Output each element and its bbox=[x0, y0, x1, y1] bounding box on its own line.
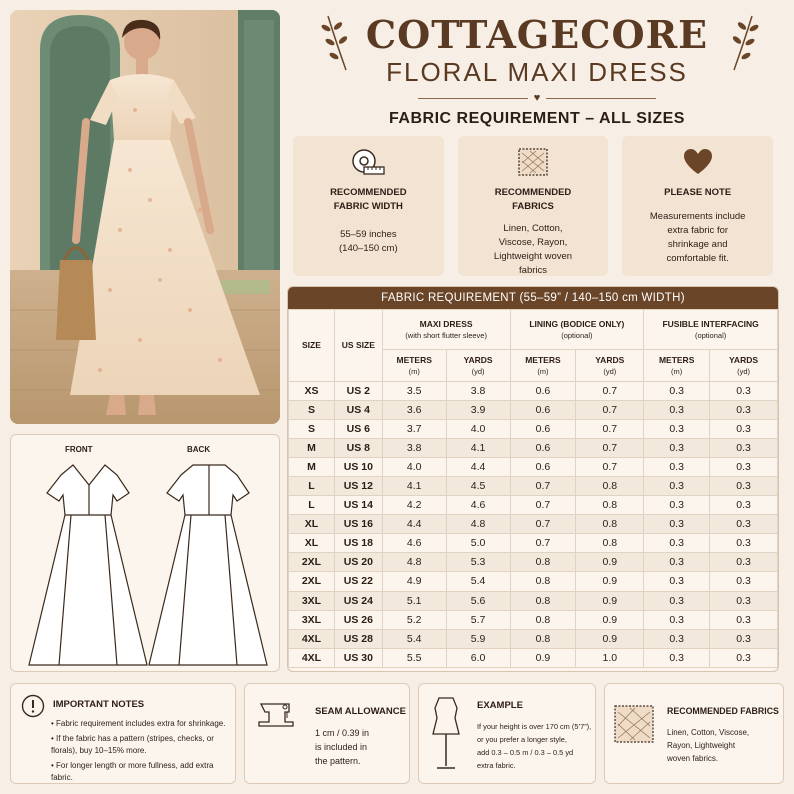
table-row bbox=[289, 534, 778, 553]
table-row bbox=[289, 458, 778, 477]
info-cards bbox=[293, 136, 773, 276]
value-cell: 0.8 bbox=[510, 591, 576, 610]
size-cell: S bbox=[289, 420, 335, 439]
fabrics-title: RECOMMENDED FABRICS bbox=[667, 706, 779, 716]
us-size-cell: US 10 bbox=[334, 458, 382, 477]
value-cell: 0.3 bbox=[710, 515, 778, 534]
value-cell: 0.3 bbox=[710, 439, 778, 458]
us-size-cell: US 22 bbox=[334, 572, 382, 591]
value-cell: 0.3 bbox=[644, 420, 710, 439]
value-cell: 0.8 bbox=[510, 629, 576, 648]
seam-title: SEAM ALLOWANCE bbox=[315, 706, 406, 717]
value-cell: 5.3 bbox=[446, 553, 510, 572]
size-cell: 2XL bbox=[289, 553, 335, 572]
value-cell: 0.3 bbox=[644, 496, 710, 515]
value-cell: 0.9 bbox=[576, 591, 644, 610]
value-cell: 0.3 bbox=[644, 553, 710, 572]
tape-measure-icon bbox=[301, 146, 436, 178]
seam-allowance-box: SEAM ALLOWANCE 1 cm / 0.39 in is included in the pattern. bbox=[244, 683, 410, 784]
size-cell: 3XL bbox=[289, 591, 335, 610]
value-cell: 4.0 bbox=[382, 458, 446, 477]
col-yards-header: YARDS (yd) bbox=[710, 350, 778, 382]
exclamation-icon bbox=[21, 694, 45, 718]
value-cell: 5.5 bbox=[382, 648, 446, 667]
dress-form-icon bbox=[429, 694, 463, 774]
value-cell: 0.8 bbox=[510, 572, 576, 591]
value-cell: 0.7 bbox=[576, 439, 644, 458]
note-item: • For longer length or more fullness, add extra fabric. bbox=[51, 761, 214, 782]
value-cell: 0.9 bbox=[576, 572, 644, 591]
page-title: COTTAGECORE bbox=[365, 12, 709, 57]
table-row bbox=[289, 648, 778, 667]
us-size-cell: US 2 bbox=[334, 382, 382, 401]
sewing-machine-icon bbox=[257, 696, 299, 730]
value-cell: 3.7 bbox=[382, 420, 446, 439]
model-photo bbox=[10, 10, 280, 424]
value-cell: 4.6 bbox=[446, 496, 510, 515]
value-cell: 5.4 bbox=[446, 572, 510, 591]
value-cell: 0.6 bbox=[510, 439, 576, 458]
us-size-cell: US 24 bbox=[334, 591, 382, 610]
value-cell: 0.3 bbox=[644, 477, 710, 496]
table-row bbox=[289, 572, 778, 591]
technical-sketch bbox=[10, 434, 280, 672]
value-cell: 0.8 bbox=[510, 553, 576, 572]
value-cell: 5.7 bbox=[446, 610, 510, 629]
col-meters-header: METERS (m) bbox=[510, 350, 576, 382]
table-row bbox=[289, 477, 778, 496]
note-item: • If the fabric has a pattern (stripes, checks, or florals), buy 10–15% more. bbox=[51, 734, 214, 755]
value-cell: 0.3 bbox=[710, 382, 778, 401]
value-cell: 5.9 bbox=[446, 629, 510, 648]
us-size-cell: US 18 bbox=[334, 534, 382, 553]
section-title: FABRIC REQUIREMENT – ALL SIZES bbox=[389, 110, 685, 127]
table-row bbox=[289, 439, 778, 458]
value-cell: 0.3 bbox=[710, 591, 778, 610]
value-cell: 4.0 bbox=[446, 420, 510, 439]
value-cell: 3.6 bbox=[382, 401, 446, 420]
us-size-cell: US 28 bbox=[334, 629, 382, 648]
value-cell: 4.1 bbox=[446, 439, 510, 458]
value-cell: 3.5 bbox=[382, 382, 446, 401]
card-recommended-fabrics: RECOMMENDED FABRICS Linen, Cotton, Viscose, Rayon, Lightweight woven fabrics bbox=[458, 136, 609, 276]
example-title: EXAMPLE bbox=[477, 700, 523, 711]
value-cell: 0.7 bbox=[510, 496, 576, 515]
value-cell: 0.8 bbox=[576, 534, 644, 553]
size-cell: 4XL bbox=[289, 648, 335, 667]
value-cell: 4.4 bbox=[446, 458, 510, 477]
value-cell: 0.3 bbox=[710, 648, 778, 667]
size-cell: XL bbox=[289, 534, 335, 553]
value-cell: 0.3 bbox=[710, 401, 778, 420]
value-cell: 0.3 bbox=[710, 572, 778, 591]
value-cell: 0.6 bbox=[510, 401, 576, 420]
value-cell: 0.3 bbox=[710, 534, 778, 553]
us-size-cell: US 14 bbox=[334, 496, 382, 515]
us-size-cell: US 8 bbox=[334, 439, 382, 458]
table-row bbox=[289, 591, 778, 610]
table-row bbox=[289, 401, 778, 420]
value-cell: 0.6 bbox=[510, 420, 576, 439]
us-size-cell: US 16 bbox=[334, 515, 382, 534]
size-cell: M bbox=[289, 439, 335, 458]
us-size-cell: US 4 bbox=[334, 401, 382, 420]
value-cell: 0.8 bbox=[576, 496, 644, 515]
fabric-requirement-table bbox=[287, 286, 779, 672]
value-cell: 0.3 bbox=[644, 572, 710, 591]
value-cell: 0.3 bbox=[644, 439, 710, 458]
value-cell: 0.6 bbox=[510, 382, 576, 401]
value-cell: 3.8 bbox=[446, 382, 510, 401]
value-cell: 4.2 bbox=[382, 496, 446, 515]
value-cell: 0.3 bbox=[644, 591, 710, 610]
col-size-header: SIZE bbox=[289, 310, 335, 382]
value-cell: 0.3 bbox=[644, 629, 710, 648]
value-cell: 0.7 bbox=[576, 458, 644, 477]
value-cell: 0.7 bbox=[510, 477, 576, 496]
divider bbox=[290, 92, 784, 104]
fabric-swatch-icon bbox=[613, 704, 655, 744]
value-cell: 0.3 bbox=[710, 629, 778, 648]
table-title: FABRIC REQUIREMENT (55–59” / 140–150 cm WIDTH) bbox=[288, 287, 778, 309]
value-cell: 4.9 bbox=[382, 572, 446, 591]
col-yards-header: YARDS (yd) bbox=[576, 350, 644, 382]
card-please-note: PLEASE NOTE Measurements include extra fabric for shrinkage and comfortable fit. bbox=[622, 136, 773, 276]
value-cell: 0.8 bbox=[576, 477, 644, 496]
value-cell: 5.1 bbox=[382, 591, 446, 610]
table-row bbox=[289, 420, 778, 439]
fabric-swatch-icon bbox=[466, 146, 601, 178]
value-cell: 0.7 bbox=[510, 515, 576, 534]
group-lining: LINING (BODICE ONLY) (optional) bbox=[510, 310, 644, 350]
value-cell: 3.8 bbox=[382, 439, 446, 458]
dress-flat-sketch bbox=[11, 435, 281, 673]
us-size-cell: US 20 bbox=[334, 553, 382, 572]
value-cell: 0.3 bbox=[710, 420, 778, 439]
table-row bbox=[289, 553, 778, 572]
size-cell: 3XL bbox=[289, 610, 335, 629]
value-cell: 0.3 bbox=[710, 496, 778, 515]
value-cell: 0.7 bbox=[576, 382, 644, 401]
page-subtitle: FLORAL MAXI DRESS bbox=[386, 57, 688, 87]
value-cell: 5.6 bbox=[446, 591, 510, 610]
important-notes-box bbox=[10, 683, 236, 784]
group-interfacing: FUSIBLE INTERFACING (optional) bbox=[644, 310, 778, 350]
value-cell: 0.3 bbox=[644, 382, 710, 401]
value-cell: 3.9 bbox=[446, 401, 510, 420]
value-cell: 0.7 bbox=[576, 401, 644, 420]
us-size-cell: US 12 bbox=[334, 477, 382, 496]
value-cell: 5.2 bbox=[382, 610, 446, 629]
value-cell: 0.7 bbox=[576, 420, 644, 439]
value-cell: 4.4 bbox=[382, 515, 446, 534]
value-cell: 5.4 bbox=[382, 629, 446, 648]
size-cell: L bbox=[289, 477, 335, 496]
value-cell: 0.3 bbox=[710, 477, 778, 496]
value-cell: 0.3 bbox=[710, 553, 778, 572]
value-cell: 0.8 bbox=[510, 610, 576, 629]
value-cell: 0.3 bbox=[710, 610, 778, 629]
us-size-cell: US 26 bbox=[334, 610, 382, 629]
size-cell: XS bbox=[289, 382, 335, 401]
back-label: BACK bbox=[187, 445, 211, 454]
size-cell: 2XL bbox=[289, 572, 335, 591]
value-cell: 0.9 bbox=[576, 629, 644, 648]
value-cell: 0.9 bbox=[576, 610, 644, 629]
size-cell: XL bbox=[289, 515, 335, 534]
col-meters-header: METERS (m) bbox=[382, 350, 446, 382]
value-cell: 6.0 bbox=[446, 648, 510, 667]
notes-title: IMPORTANT NOTES bbox=[53, 699, 145, 710]
size-cell: S bbox=[289, 401, 335, 420]
col-meters-header: METERS (m) bbox=[644, 350, 710, 382]
value-cell: 0.7 bbox=[510, 534, 576, 553]
value-cell: 4.8 bbox=[382, 553, 446, 572]
value-cell: 0.9 bbox=[576, 553, 644, 572]
value-cell: 0.3 bbox=[710, 458, 778, 477]
value-cell: 0.3 bbox=[644, 458, 710, 477]
value-cell: 0.3 bbox=[644, 648, 710, 667]
table-row bbox=[289, 496, 778, 515]
value-cell: 4.6 bbox=[382, 534, 446, 553]
us-size-cell: US 30 bbox=[334, 648, 382, 667]
recommended-fabrics-box: RECOMMENDED FABRICS Linen, Cotton, Viscose, Rayon, Lightweight woven fabrics. bbox=[604, 683, 784, 784]
value-cell: 0.3 bbox=[644, 610, 710, 629]
value-cell: 4.1 bbox=[382, 477, 446, 496]
value-cell: 0.9 bbox=[510, 648, 576, 667]
header bbox=[290, 8, 784, 134]
table-row bbox=[289, 610, 778, 629]
leaf-sprig-icon bbox=[728, 14, 762, 72]
value-cell: 0.8 bbox=[576, 515, 644, 534]
size-cell: 4XL bbox=[289, 629, 335, 648]
card-fabric-width: RECOMMENDED FABRIC WIDTH 55–59 inches (140–150 cm) bbox=[293, 136, 444, 276]
value-cell: 1.0 bbox=[576, 648, 644, 667]
size-cell: M bbox=[289, 458, 335, 477]
us-size-cell: US 6 bbox=[334, 420, 382, 439]
note-item: • Fabric requirement includes extra for shrinkage. bbox=[51, 719, 226, 728]
heart-icon bbox=[630, 146, 765, 178]
table-row bbox=[289, 629, 778, 648]
heart-icon: ♥ bbox=[533, 92, 541, 104]
value-cell: 0.3 bbox=[644, 515, 710, 534]
value-cell: 4.8 bbox=[446, 515, 510, 534]
table-row bbox=[289, 382, 778, 401]
table-row bbox=[289, 515, 778, 534]
leaf-sprig-icon bbox=[318, 14, 352, 72]
col-us-header: US SIZE bbox=[334, 310, 382, 382]
front-label: FRONT bbox=[65, 445, 93, 454]
value-cell: 0.6 bbox=[510, 458, 576, 477]
value-cell: 4.5 bbox=[446, 477, 510, 496]
value-cell: 0.3 bbox=[644, 401, 710, 420]
group-maxi-dress: MAXI DRESS (with short flutter sleeve) bbox=[382, 310, 510, 350]
size-cell: L bbox=[289, 496, 335, 515]
example-box: EXAMPLE If your height is over 170 cm (5’7”), or you prefer a longer style, add 0.3 – 0.5 m / 0.3 – 0.5 yd extra fabric. bbox=[418, 683, 596, 784]
value-cell: 0.3 bbox=[644, 534, 710, 553]
value-cell: 5.0 bbox=[446, 534, 510, 553]
col-yards-header: YARDS (yd) bbox=[446, 350, 510, 382]
